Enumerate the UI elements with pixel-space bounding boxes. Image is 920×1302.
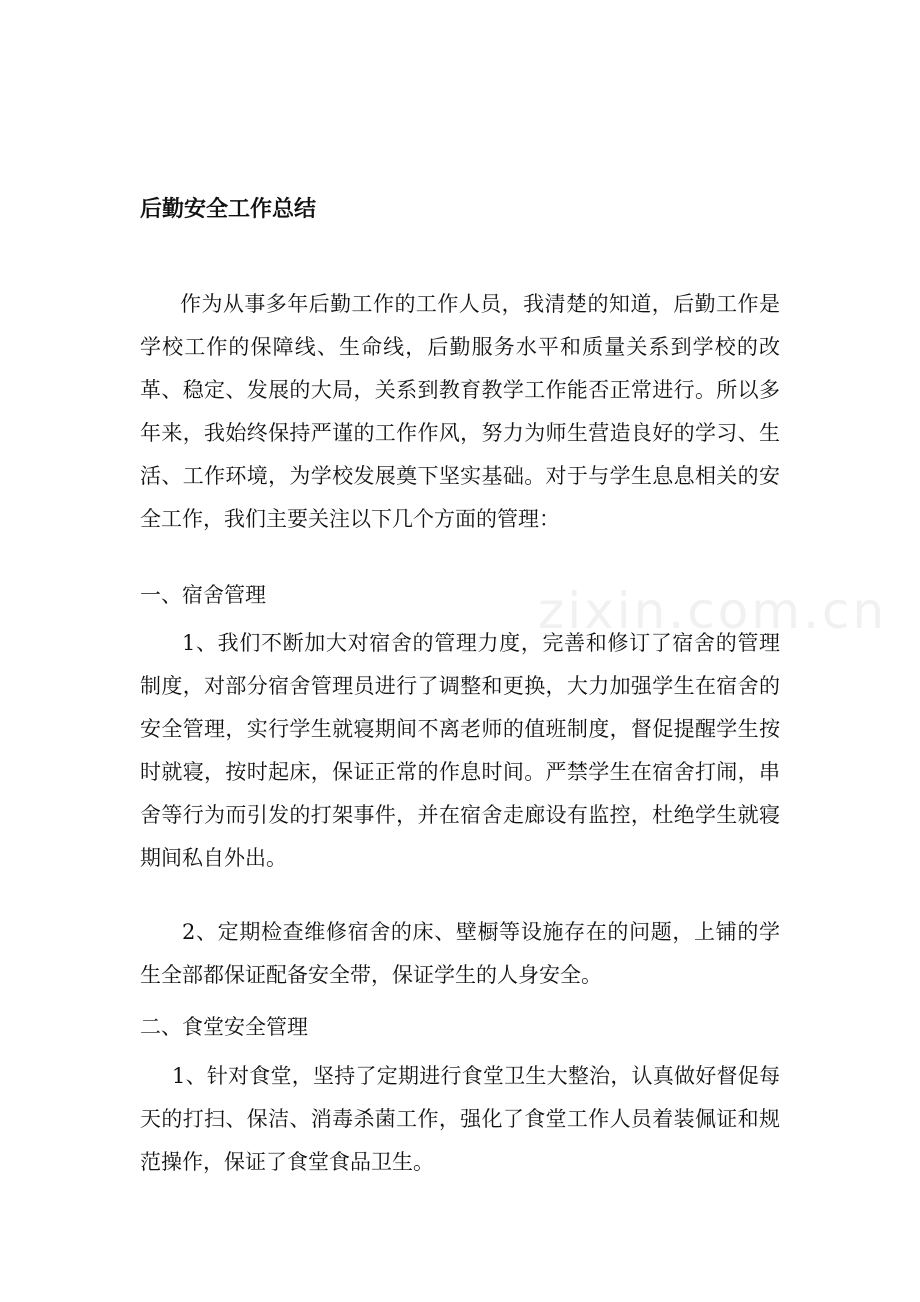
section-heading-dormitory: 一、宿舍管理: [140, 583, 266, 607]
intro-paragraph: 作为从事多年后勤工作的工作人员，我清楚的知道，后勤工作是学校工作的保障线、生命线，后勤服务水平和质量关系到学校的改革、稳定、发展的大局，关系到教育教学工作能否正常进行。所以多年来，我始终保持严谨的工作作风，努力为师生营造良好的学习、生活、工作环境，为学校发展奠下坚实基础。对于与学生息息相关的安全工作，我们主要关注以下几个方面的管理：: [140, 292, 780, 531]
dormitory-paragraph-1: 1、我们不断加大对宿舍的管理力度，完善和修订了宿舍的管理制度，对部分宿舍管理员进行了调整和更换，大力加强学生在宿舍的安全管理，实行学生就寝期间不离老师的值班制度，督促提醒学生按时就寝，按时起床，保证正常的作息时间。严禁学生在宿舍打闹，串舍等行为而引发的打架事件，并在宿舍走廊设有监控，杜绝学生就寝期间私自外出。: [140, 631, 780, 870]
document-title: 后勤安全工作总结: [140, 197, 317, 222]
watermark: zixin.com.cn: [538, 582, 888, 640]
canteen-paragraph-1: 1、针对食堂，坚持了定期进行食堂卫生大整治，认真做好督促每天的打扫、保洁、消毒杀菌工作，强化了食堂工作人员着装佩证和规范操作，保证了食堂食品卫生。: [140, 1064, 780, 1174]
dormitory-paragraph-2: 2、定期检查维修宿舍的床、壁橱等设施存在的问题，上铺的学生全部都保证配备安全带，保证学生的人身安全。: [140, 920, 780, 987]
section-heading-canteen: 二、食堂安全管理: [140, 1015, 308, 1039]
